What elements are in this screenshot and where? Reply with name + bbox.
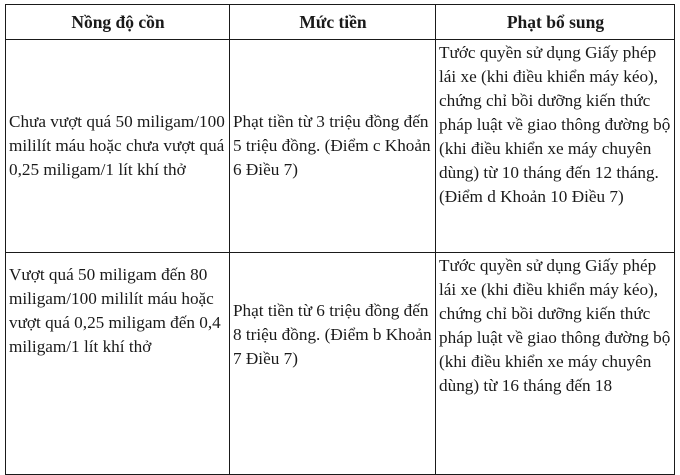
table-row bbox=[6, 40, 675, 253]
header-concentration: Nồng độ cồn bbox=[6, 5, 230, 40]
table-row bbox=[6, 253, 675, 475]
concentration-text: Vượt quá 50 miligam đến 80 miligam/100 mililít máu hoặc vượt quá 0,25 miligam đến 0,4 miligam/1 lít khí thở bbox=[9, 265, 221, 356]
additional-penalty-text: Tước quyền sử dụng Giấy phép lái xe (khi điều khiển máy kéo), chứng chỉ bồi dưỡng kiến thức pháp luật về giao thông đường bộ (khi điều khiển xe máy chuyên dùng) từ 16 tháng đến 18 bbox=[439, 256, 671, 395]
additional-penalty-cell bbox=[436, 253, 675, 475]
concentration-text: Chưa vượt quá 50 miligam/100 mililít máu hoặc chưa vượt quá 0,25 miligam/1 lít khí thở bbox=[9, 112, 225, 179]
penalty-table bbox=[5, 4, 675, 475]
additional-penalty-cell bbox=[436, 40, 675, 253]
concentration-cell bbox=[6, 40, 230, 253]
fine-text: Phạt tiền từ 6 triệu đồng đến 8 triệu đồng. (Điểm b Khoản 7 Điều 7) bbox=[233, 301, 432, 368]
fine-text: Phạt tiền từ 3 triệu đồng đến 5 triệu đồng. (Điểm c Khoản 6 Điều 7) bbox=[233, 112, 431, 179]
table-header-row bbox=[6, 5, 675, 40]
additional-penalty-text: Tước quyền sử dụng Giấy phép lái xe (khi điều khiển máy kéo), chứng chỉ bồi dưỡng kiến thức pháp luật về giao thông đường bộ (khi điều khiển xe máy chuyên dùng) từ 10 tháng đến 12 tháng. (Điểm d Khoản 10 Điều 7) bbox=[439, 43, 671, 206]
header-additional-penalty: Phạt bổ sung bbox=[436, 5, 675, 40]
fine-cell bbox=[230, 40, 436, 253]
fine-cell bbox=[230, 253, 436, 475]
header-fine: Mức tiền bbox=[230, 5, 436, 40]
concentration-cell bbox=[6, 253, 230, 475]
